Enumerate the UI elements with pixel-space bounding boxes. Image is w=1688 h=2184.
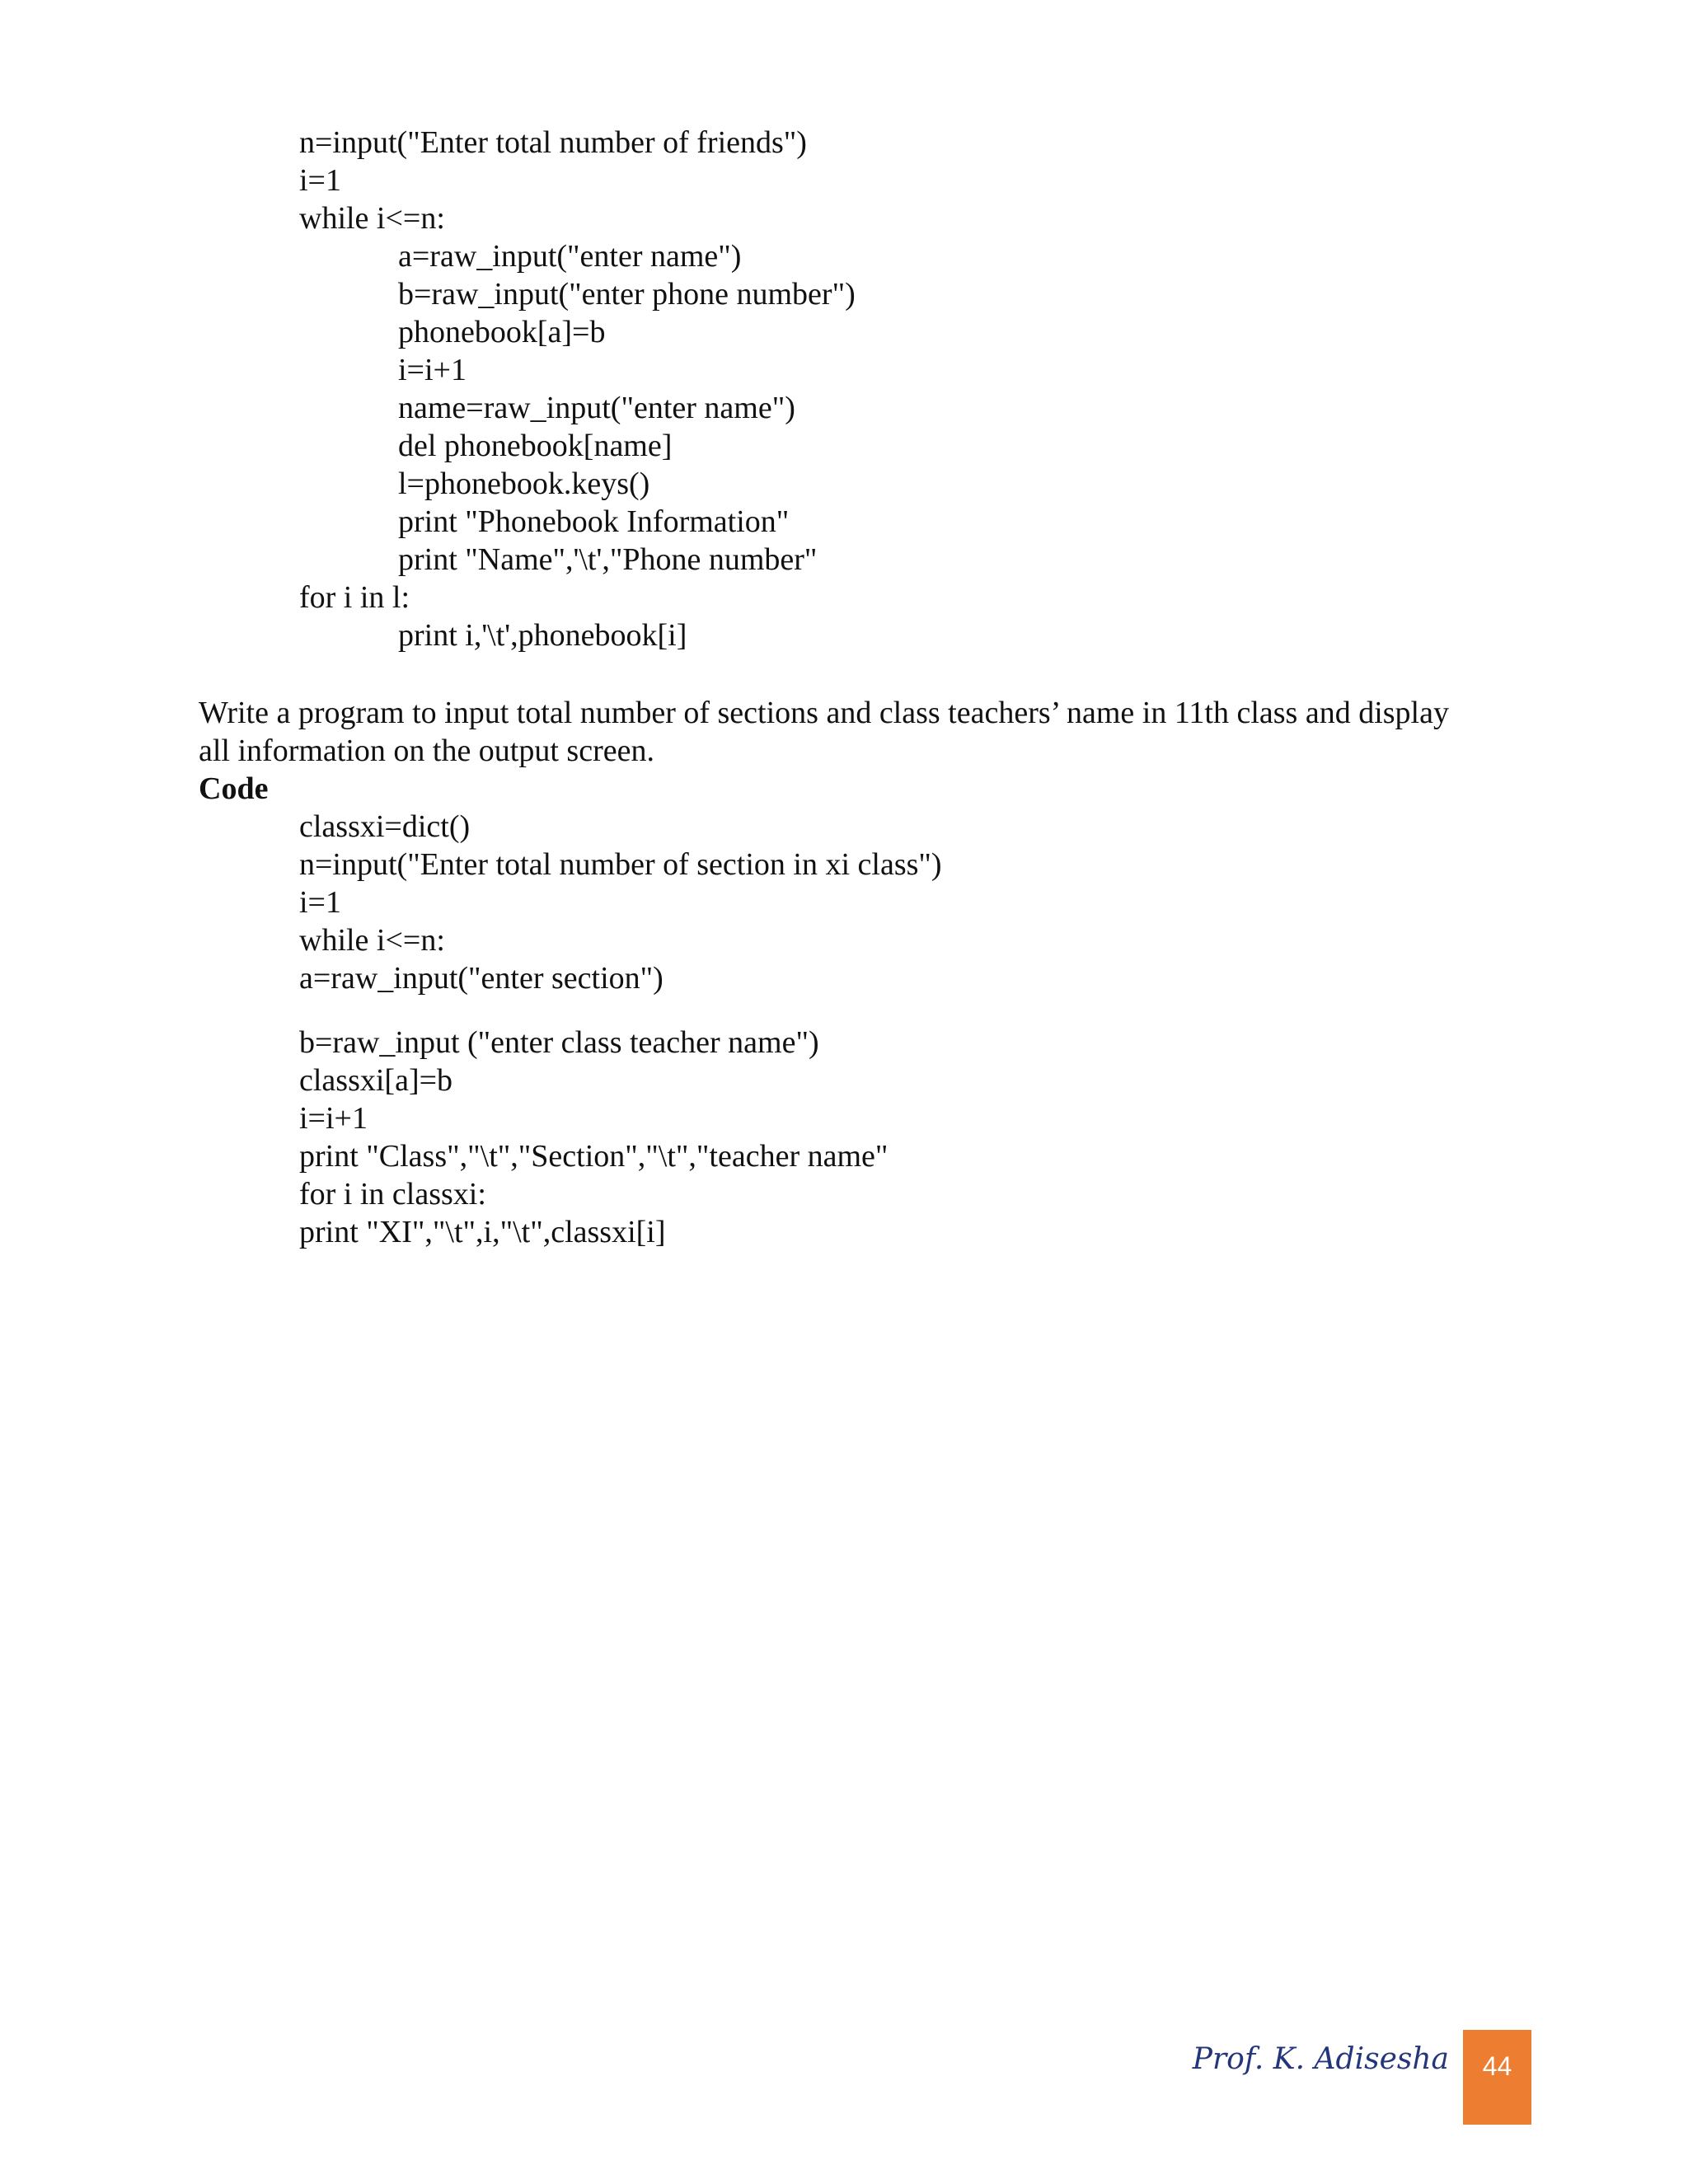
page-number: 44 xyxy=(1482,2051,1512,2081)
code-line: b=raw_input ("enter class teacher name") xyxy=(299,1025,819,1060)
code-line: b=raw_input("enter phone number") xyxy=(398,277,856,312)
code-line: classxi=dict() xyxy=(299,809,471,844)
footer-author: Prof. K. Adisesha xyxy=(1192,2042,1449,2076)
code-line: i=1 xyxy=(299,885,341,920)
code-line: n=input("Enter total number of friends") xyxy=(299,125,807,160)
code-line: phonebook[a]=b xyxy=(398,315,606,349)
code-line: while i<=n: xyxy=(299,923,445,958)
code-line: print i,'\t',phonebook[i] xyxy=(398,618,687,653)
question-text: Write a program to input total number of sections and class teachers’ name in 11th class and display all information on the output screen. xyxy=(199,696,1449,768)
code-line: print "XI","\t",i,"\t",classxi[i] xyxy=(299,1215,666,1249)
code-line: l=phonebook.keys() xyxy=(398,466,650,501)
code-line: print "Name",'\t',"Phone number" xyxy=(398,542,818,577)
classxi-code-block-part1 xyxy=(299,808,942,997)
code-line: a=raw_input("enter section") xyxy=(299,961,663,996)
code-line: for i in l: xyxy=(299,580,410,615)
code-line: for i in classxi: xyxy=(299,1177,486,1212)
page-number-badge xyxy=(1463,2030,1531,2125)
code-line: i=i+1 xyxy=(398,353,467,387)
code-line: a=raw_input("enter name") xyxy=(398,239,742,274)
phonebook-code-block xyxy=(299,124,856,654)
code-line: while i<=n: xyxy=(299,201,445,236)
code-heading: Code xyxy=(199,771,269,806)
code-line: print "Class","\t","Section","\t","teacher name" xyxy=(299,1139,889,1174)
code-line: i=i+1 xyxy=(299,1101,368,1136)
code-line: n=input("Enter total number of section in xi class") xyxy=(299,847,942,882)
code-line: name=raw_input("enter name") xyxy=(398,391,795,425)
code-line: classxi[a]=b xyxy=(299,1063,453,1098)
code-line: i=1 xyxy=(299,163,341,198)
code-line: del phonebook[name] xyxy=(398,429,673,463)
classxi-code-block-part2 xyxy=(299,1024,888,1251)
code-line: print "Phonebook Information" xyxy=(398,504,790,539)
